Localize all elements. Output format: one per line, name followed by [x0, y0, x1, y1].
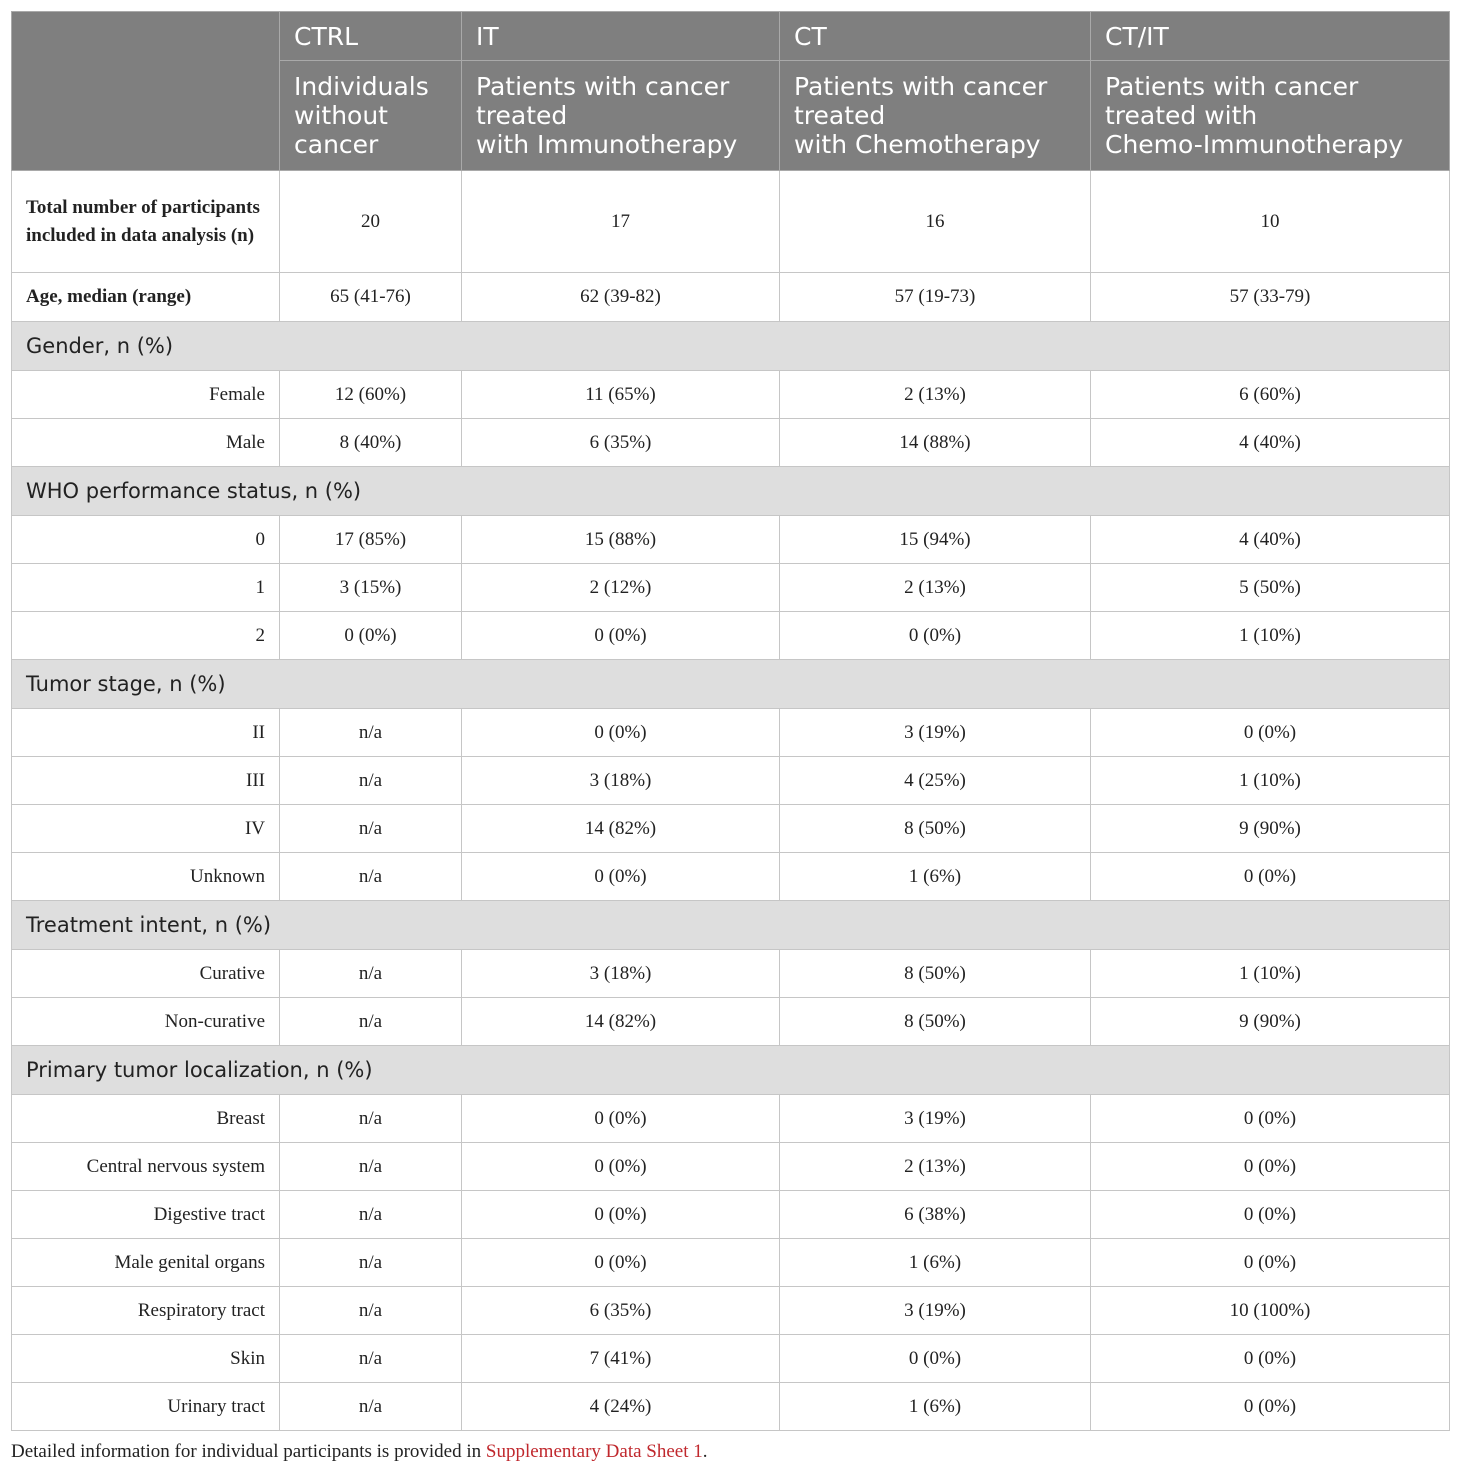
table-cell: 8 (40%): [280, 419, 462, 467]
table-row: [12, 419, 1450, 467]
table-cell: 7 (41%): [462, 1335, 780, 1383]
section-title: WHO performance status, n (%): [12, 467, 1450, 516]
column-code-ct: CT: [780, 12, 1091, 61]
section-header-row: [12, 467, 1450, 516]
table-cell: 11 (65%): [462, 371, 780, 419]
table-cell: 3 (19%): [780, 1095, 1091, 1143]
table-cell: 0 (0%): [1091, 1143, 1450, 1191]
table-cell: n/a: [280, 998, 462, 1046]
section-header-row: [12, 1046, 1450, 1095]
row-label: IV: [12, 805, 280, 853]
table-cell: 2 (13%): [780, 371, 1091, 419]
table-cell: n/a: [280, 950, 462, 998]
table-cell: 1 (6%): [780, 1239, 1091, 1287]
table-cell: n/a: [280, 853, 462, 901]
table-cell: 15 (94%): [780, 516, 1091, 564]
table-row: [12, 564, 1450, 612]
column-description-it: Patients with cancer treated with Immunotherapy: [462, 61, 780, 171]
table-footnote: [11, 1441, 708, 1463]
table-row: [12, 1143, 1450, 1191]
table-cell: 3 (15%): [280, 564, 462, 612]
row-label: Male: [12, 419, 280, 467]
table-cell: 5 (50%): [1091, 564, 1450, 612]
table-cell: 0 (0%): [1091, 1095, 1450, 1143]
table-row: [12, 516, 1450, 564]
table-cell: 17 (85%): [280, 516, 462, 564]
table-cell: 16: [780, 171, 1091, 273]
table-cell: 10: [1091, 171, 1450, 273]
table-cell: 9 (90%): [1091, 998, 1450, 1046]
table-cell: 57 (19-73): [780, 273, 1091, 322]
table-row: [12, 1095, 1450, 1143]
table-cell: 0 (0%): [462, 1239, 780, 1287]
table-cell: n/a: [280, 805, 462, 853]
table-cell: n/a: [280, 1095, 462, 1143]
table-cell: 6 (35%): [462, 1287, 780, 1335]
table-cell: 0 (0%): [1091, 1239, 1450, 1287]
table-row: [12, 757, 1450, 805]
row-label: Breast: [12, 1095, 280, 1143]
table-cell: 6 (38%): [780, 1191, 1091, 1239]
section-title: Treatment intent, n (%): [12, 901, 1450, 950]
row-label: Central nervous system: [12, 1143, 280, 1191]
table-cell: 14 (82%): [462, 998, 780, 1046]
table-row: [12, 371, 1450, 419]
supplementary-data-link[interactable]: Supplementary Data Sheet 1: [485, 1441, 703, 1462]
footnote-text: Detailed information for individual participants is provided in: [11, 1441, 486, 1462]
table-cell: n/a: [280, 1287, 462, 1335]
table-row-total-participants: [12, 171, 1450, 273]
table-cell: 2 (13%): [780, 1143, 1091, 1191]
table-cell: 1 (10%): [1091, 950, 1450, 998]
row-label: Male genital organs: [12, 1239, 280, 1287]
table-cell: 4 (40%): [1091, 516, 1450, 564]
column-description-ct: Patients with cancer treated with Chemotherapy: [780, 61, 1091, 171]
section-header-row: [12, 322, 1450, 371]
row-label: III: [12, 757, 280, 805]
table-row: [12, 998, 1450, 1046]
table-cell: 10 (100%): [1091, 1287, 1450, 1335]
table-cell: 2 (13%): [780, 564, 1091, 612]
table-cell: 0 (0%): [1091, 1383, 1450, 1431]
table-cell: 2 (12%): [462, 564, 780, 612]
table-cell: 17: [462, 171, 780, 273]
column-description-ct-it: Patients with cancer treated with Chemo-Immunotherapy: [1091, 61, 1450, 171]
table-row: [12, 612, 1450, 660]
table-body: [12, 171, 1450, 1431]
row-label: Female: [12, 371, 280, 419]
row-label: 0: [12, 516, 280, 564]
table-cell: n/a: [280, 1383, 462, 1431]
section-header-row: [12, 901, 1450, 950]
table-cell: 0 (0%): [280, 612, 462, 660]
table-cell: 15 (88%): [462, 516, 780, 564]
table-cell: n/a: [280, 1143, 462, 1191]
table-cell: n/a: [280, 1335, 462, 1383]
row-label: II: [12, 709, 280, 757]
column-description-ctrl: Individuals without cancer: [280, 61, 462, 171]
section-header-row: [12, 660, 1450, 709]
row-label: Urinary tract: [12, 1383, 280, 1431]
table-cell: 14 (82%): [462, 805, 780, 853]
table-cell: 57 (33-79): [1091, 273, 1450, 322]
table-cell: n/a: [280, 1191, 462, 1239]
demographics-table: [11, 11, 1450, 1431]
row-label: Curative: [12, 950, 280, 998]
table-cell: 6 (60%): [1091, 371, 1450, 419]
table-cell: 0 (0%): [780, 612, 1091, 660]
column-code-it: IT: [462, 12, 780, 61]
table-cell: 4 (24%): [462, 1383, 780, 1431]
table-cell: 0 (0%): [462, 1191, 780, 1239]
table-cell: 0 (0%): [1091, 709, 1450, 757]
table-cell: 14 (88%): [780, 419, 1091, 467]
row-label: 2: [12, 612, 280, 660]
row-label: Digestive tract: [12, 1191, 280, 1239]
table-cell: 3 (18%): [462, 757, 780, 805]
table-cell: 0 (0%): [780, 1335, 1091, 1383]
row-label: Total number of participants included in data analysis (n): [12, 171, 280, 273]
table-row: [12, 950, 1450, 998]
column-code-ct-it: CT/IT: [1091, 12, 1450, 61]
table-cell: 0 (0%): [462, 1095, 780, 1143]
table-cell: 3 (19%): [780, 709, 1091, 757]
table-cell: 3 (19%): [780, 1287, 1091, 1335]
table-cell: 8 (50%): [780, 950, 1091, 998]
table-cell: 0 (0%): [1091, 853, 1450, 901]
header-corner-cell: [12, 12, 280, 171]
table-cell: 3 (18%): [462, 950, 780, 998]
table-cell: 0 (0%): [462, 1143, 780, 1191]
row-label: Skin: [12, 1335, 280, 1383]
row-label: Respiratory tract: [12, 1287, 280, 1335]
table-cell: 0 (0%): [1091, 1191, 1450, 1239]
table-cell: 0 (0%): [462, 853, 780, 901]
table-row-age: [12, 273, 1450, 322]
section-title: Tumor stage, n (%): [12, 660, 1450, 709]
table-cell: 1 (10%): [1091, 612, 1450, 660]
table-row: [12, 805, 1450, 853]
table-cell: n/a: [280, 1239, 462, 1287]
section-title: Primary tumor localization, n (%): [12, 1046, 1450, 1095]
row-label: 1: [12, 564, 280, 612]
table-cell: 0 (0%): [462, 709, 780, 757]
table-cell: 12 (60%): [280, 371, 462, 419]
table-row: [12, 1287, 1450, 1335]
table-cell: 1 (6%): [780, 853, 1091, 901]
table-cell: 0 (0%): [462, 612, 780, 660]
table-cell: 65 (41-76): [280, 273, 462, 322]
section-title: Gender, n (%): [12, 322, 1450, 371]
table-cell: 8 (50%): [780, 805, 1091, 853]
column-code-ctrl: CTRL: [280, 12, 462, 61]
table-cell: 0 (0%): [1091, 1335, 1450, 1383]
table-cell: 1 (6%): [780, 1383, 1091, 1431]
table-cell: 20: [280, 171, 462, 273]
table-cell: 4 (40%): [1091, 419, 1450, 467]
table-cell: n/a: [280, 757, 462, 805]
table-cell: 9 (90%): [1091, 805, 1450, 853]
row-label: Age, median (range): [12, 273, 280, 322]
table-row: [12, 1239, 1450, 1287]
table-row: [12, 853, 1450, 901]
table-cell: 8 (50%): [780, 998, 1091, 1046]
table-header: [12, 12, 1450, 171]
table-cell: 1 (10%): [1091, 757, 1450, 805]
footnote-period: .: [702, 1441, 708, 1462]
table-cell: 62 (39-82): [462, 273, 780, 322]
row-label: Unknown: [12, 853, 280, 901]
table-cell: n/a: [280, 709, 462, 757]
table-row: [12, 1191, 1450, 1239]
table-row: [12, 709, 1450, 757]
table-cell: 6 (35%): [462, 419, 780, 467]
table-cell: 4 (25%): [780, 757, 1091, 805]
table-row: [12, 1335, 1450, 1383]
header-code-row: [12, 12, 1450, 61]
row-label: Non-curative: [12, 998, 280, 1046]
table-row: [12, 1383, 1450, 1431]
